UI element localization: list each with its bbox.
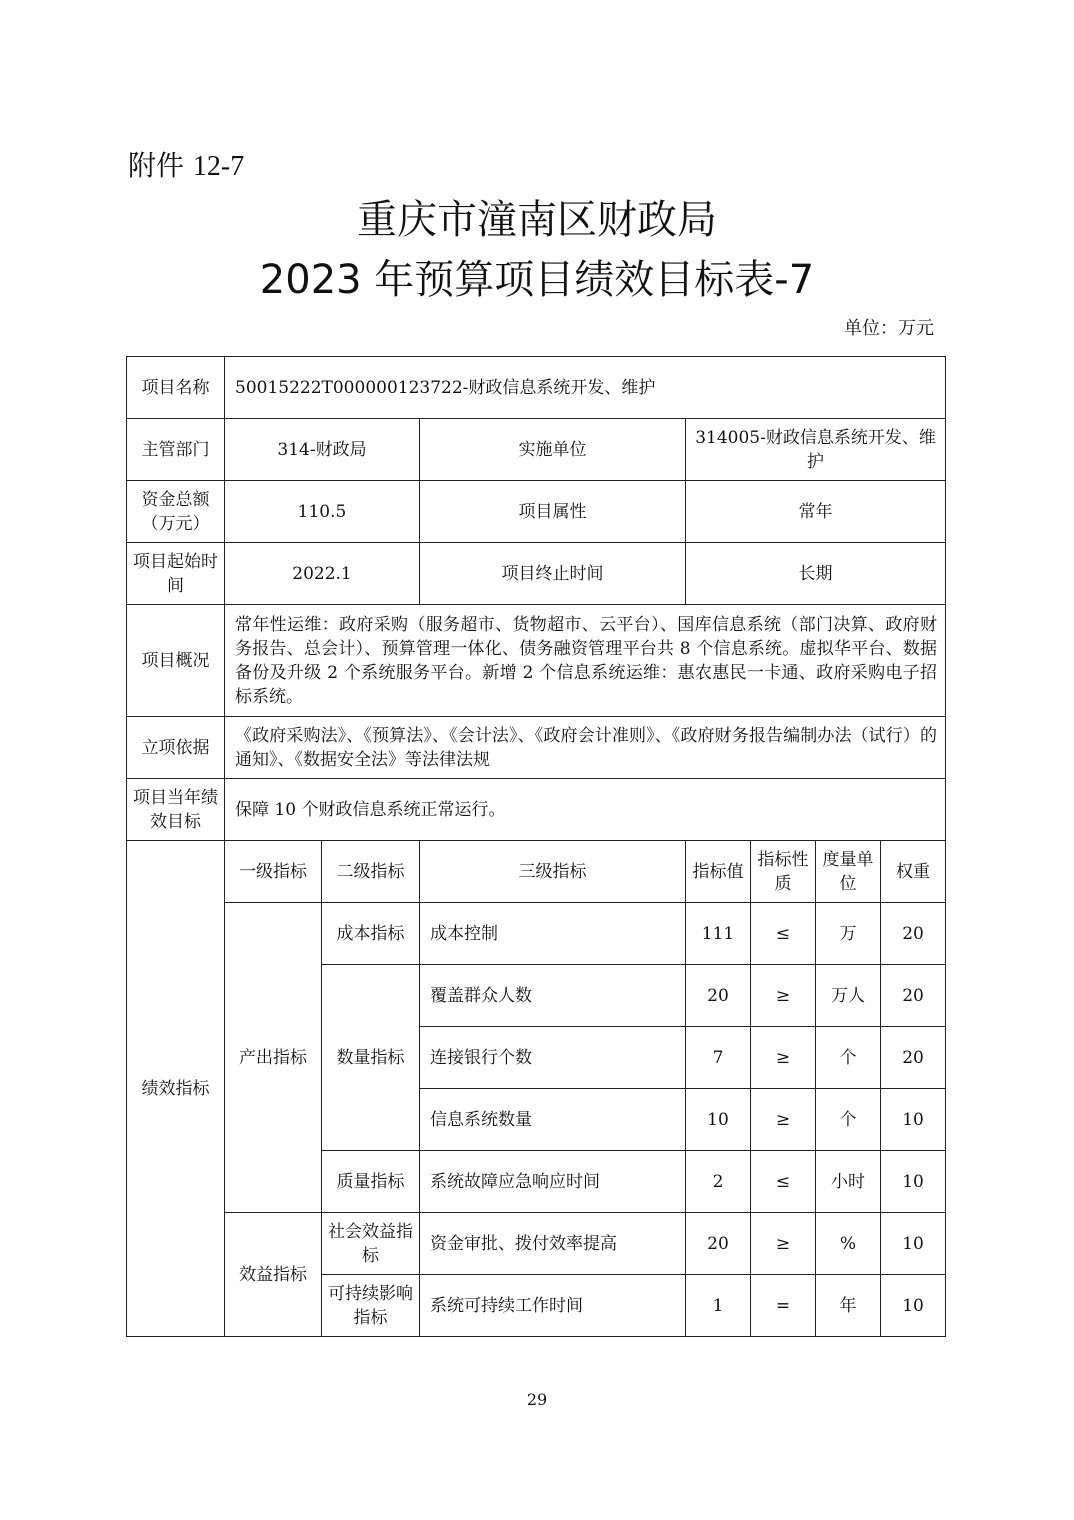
indicator-value: 111	[686, 903, 751, 965]
indicator-unit: 个	[816, 1027, 881, 1089]
indicator-name: 资金审批、拨付效率提高	[420, 1213, 686, 1275]
header-level2: 二级指标	[322, 841, 420, 903]
indicator-name: 覆盖群众人数	[420, 965, 686, 1027]
indicator-nature: ≥	[751, 1027, 816, 1089]
attr-value: 常年	[686, 481, 946, 543]
unit-label: 单位：万元	[844, 318, 934, 339]
level1-benefit: 效益指标	[225, 1213, 322, 1337]
indicator-unit: 年	[816, 1275, 881, 1337]
attachment-prefix: 附件	[128, 149, 185, 182]
impl-label: 实施单位	[420, 419, 686, 481]
header-nature: 指标性质	[751, 841, 816, 903]
indicator-value: 7	[686, 1027, 751, 1089]
indicator-nature: ≥	[751, 1089, 816, 1151]
attr-label: 项目属性	[420, 481, 686, 543]
indicator-weight: 20	[881, 1027, 946, 1089]
indicator-name: 连接银行个数	[420, 1027, 686, 1089]
indicator-nature: =	[751, 1275, 816, 1337]
indicator-unit: 万	[816, 903, 881, 965]
header-value: 指标值	[686, 841, 751, 903]
indicator-weight: 10	[881, 1275, 946, 1337]
header-level3: 三级指标	[420, 841, 686, 903]
indicator-name: 系统故障应急响应时间	[420, 1151, 686, 1213]
indicator-value: 20	[686, 965, 751, 1027]
indicator-section-label: 绩效指标	[127, 841, 225, 1337]
indicator-unit: 个	[816, 1089, 881, 1151]
indicator-value: 10	[686, 1089, 751, 1151]
indicator-weight: 10	[881, 1151, 946, 1213]
attachment-label	[128, 144, 244, 184]
goal-value: 保障 10 个财政信息系统正常运行。	[225, 779, 946, 841]
level1-output: 产出指标	[225, 903, 322, 1213]
performance-table	[126, 356, 946, 1337]
header-unit: 度量单位	[816, 841, 881, 903]
indicator-name: 成本控制	[420, 903, 686, 965]
dept-label: 主管部门	[127, 419, 225, 481]
level2-sustainable: 可持续影响指标	[322, 1275, 420, 1337]
indicator-nature: ≤	[751, 903, 816, 965]
indicator-unit: 万人	[816, 965, 881, 1027]
dept-value: 314-财政局	[225, 419, 420, 481]
indicator-value: 1	[686, 1275, 751, 1337]
indicator-name: 系统可持续工作时间	[420, 1275, 686, 1337]
project-name-label: 项目名称	[127, 357, 225, 419]
impl-value: 314005-财政信息系统开发、维护	[686, 419, 946, 481]
indicator-weight: 20	[881, 903, 946, 965]
goal-label: 项目当年绩效目标	[127, 779, 225, 841]
end-label: 项目终止时间	[420, 543, 686, 605]
fund-value: 110.5	[225, 481, 420, 543]
indicator-weight: 20	[881, 965, 946, 1027]
start-value: 2022.1	[225, 543, 420, 605]
indicator-nature: ≤	[751, 1151, 816, 1213]
table-row	[127, 903, 946, 965]
basis-value: 《政府采购法》、《预算法》、《会计法》、《政府会计准则》、《政府财务报告编制办法（试行）的通知》、《数据安全法》等法律法规	[225, 717, 946, 779]
fund-label: 资金总额（万元）	[127, 481, 225, 543]
indicator-value: 20	[686, 1213, 751, 1275]
indicator-nature: ≥	[751, 965, 816, 1027]
attachment-number: 12-7	[192, 151, 245, 182]
project-name-value: 50015222T000000123722-财政信息系统开发、维护	[225, 357, 946, 419]
header-level1: 一级指标	[225, 841, 322, 903]
basis-label: 立项依据	[127, 717, 225, 779]
indicator-weight: 10	[881, 1213, 946, 1275]
indicator-weight: 10	[881, 1089, 946, 1151]
page-number: 29	[526, 1390, 548, 1409]
end-value: 长期	[686, 543, 946, 605]
header-weight: 权重	[881, 841, 946, 903]
overview-label: 项目概况	[127, 605, 225, 717]
document-subtitle: 2023 年预算项目绩效目标表-7	[259, 257, 815, 303]
indicator-name: 信息系统数量	[420, 1089, 686, 1151]
indicator-value: 2	[686, 1151, 751, 1213]
level2-quality: 质量指标	[322, 1151, 420, 1213]
start-label: 项目起始时间	[127, 543, 225, 605]
indicator-unit: 小时	[816, 1151, 881, 1213]
indicator-nature: ≥	[751, 1213, 816, 1275]
table-row	[127, 1213, 946, 1275]
level2-cost: 成本指标	[322, 903, 420, 965]
level2-quantity: 数量指标	[322, 965, 420, 1151]
document-title: 重庆市潼南区财政局	[357, 197, 717, 243]
indicator-unit: %	[816, 1213, 881, 1275]
overview-value: 常年性运维：政府采购（服务超市、货物超市、云平台）、国库信息系统（部门决算、政府财务报告、总会计）、预算管理一体化、债务融资管理平台共 8 个信息系统。虚拟华平台、数据备份及升级 2 个系统服务平台。新增 2 个信息系统运维：惠农惠民一卡通、政府采购电子招标系统。	[225, 605, 946, 717]
level2-social: 社会效益指标	[322, 1213, 420, 1275]
